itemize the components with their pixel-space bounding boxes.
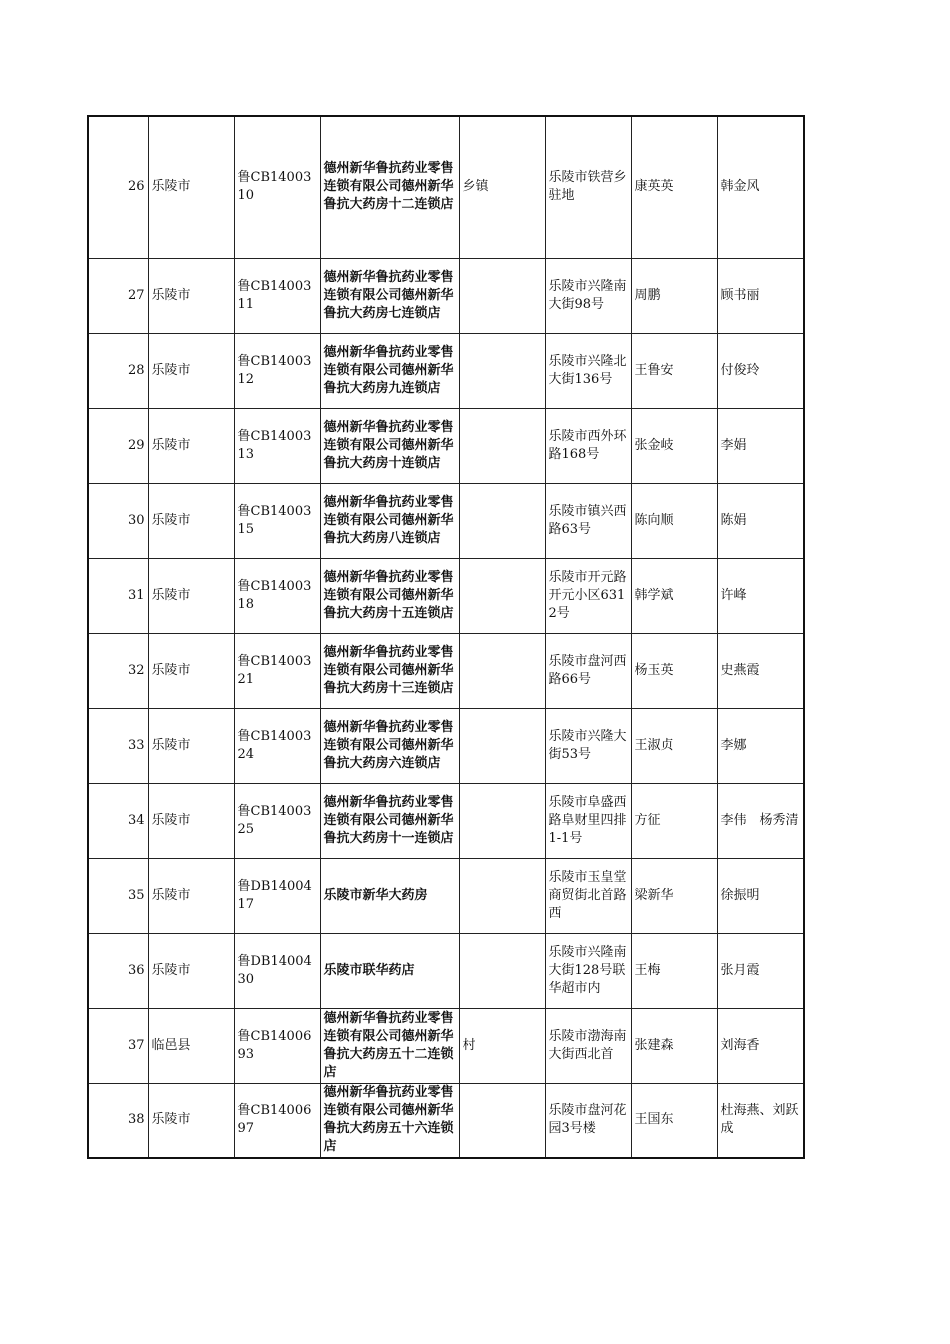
row-number: 37 xyxy=(88,1008,148,1083)
location-type-cell: 乡镇 xyxy=(459,116,545,258)
store-name-cell: 德州新华鲁抗药业零售连锁有限公司德州新华鲁抗大药房八连锁店 xyxy=(320,483,459,558)
legal-person-cell: 张金岐 xyxy=(631,408,717,483)
legal-person-cell: 陈向顺 xyxy=(631,483,717,558)
table-row xyxy=(88,933,804,1008)
address-cell: 乐陵市兴隆大街53号 xyxy=(545,708,631,783)
row-number: 38 xyxy=(88,1083,148,1158)
row-number: 31 xyxy=(88,558,148,633)
city-cell: 乐陵市 xyxy=(148,558,234,633)
city-cell: 乐陵市 xyxy=(148,708,234,783)
row-number: 36 xyxy=(88,933,148,1008)
address-cell: 乐陵市阜盛西路阜财里四排1-1号 xyxy=(545,783,631,858)
legal-person-cell: 梁新华 xyxy=(631,858,717,933)
row-number: 30 xyxy=(88,483,148,558)
store-name-cell: 德州新华鲁抗药业零售连锁有限公司德州新华鲁抗大药房七连锁店 xyxy=(320,258,459,333)
location-type-cell xyxy=(459,858,545,933)
city-cell: 乐陵市 xyxy=(148,633,234,708)
quality-manager-cell: 顾书丽 xyxy=(717,258,804,333)
store-name-cell: 德州新华鲁抗药业零售连锁有限公司德州新华鲁抗大药房十一连锁店 xyxy=(320,783,459,858)
quality-manager-cell: 李伟 杨秀清 xyxy=(717,783,804,858)
city-cell: 乐陵市 xyxy=(148,116,234,258)
store-name-cell: 德州新华鲁抗药业零售连锁有限公司德州新华鲁抗大药房五十六连锁店 xyxy=(320,1083,459,1158)
row-number: 27 xyxy=(88,258,148,333)
address-cell: 乐陵市兴隆南大街98号 xyxy=(545,258,631,333)
legal-person-cell: 王梅 xyxy=(631,933,717,1008)
store-name-cell: 德州新华鲁抗药业零售连锁有限公司德州新华鲁抗大药房十二连锁店 xyxy=(320,116,459,258)
location-type-cell xyxy=(459,1083,545,1158)
location-type-cell xyxy=(459,633,545,708)
store-name-cell: 德州新华鲁抗药业零售连锁有限公司德州新华鲁抗大药房十三连锁店 xyxy=(320,633,459,708)
table-row xyxy=(88,408,804,483)
store-name-cell: 乐陵市新华大药房 xyxy=(320,858,459,933)
table-row xyxy=(88,783,804,858)
quality-manager-cell: 陈娟 xyxy=(717,483,804,558)
city-cell: 乐陵市 xyxy=(148,408,234,483)
table-row xyxy=(88,858,804,933)
store-name-cell: 德州新华鲁抗药业零售连锁有限公司德州新华鲁抗大药房十连锁店 xyxy=(320,408,459,483)
license-number-cell: 鲁CB1400693 xyxy=(234,1008,320,1083)
table-row xyxy=(88,558,804,633)
address-cell: 乐陵市兴隆南大街128号联华超市内 xyxy=(545,933,631,1008)
city-cell: 乐陵市 xyxy=(148,258,234,333)
pharmacy-license-table xyxy=(87,115,805,1159)
address-cell: 乐陵市兴隆北大街136号 xyxy=(545,333,631,408)
table-row xyxy=(88,1008,804,1083)
quality-manager-cell: 韩金风 xyxy=(717,116,804,258)
location-type-cell xyxy=(459,333,545,408)
legal-person-cell: 韩学斌 xyxy=(631,558,717,633)
license-number-cell: 鲁CB1400310 xyxy=(234,116,320,258)
quality-manager-cell: 许峰 xyxy=(717,558,804,633)
license-number-cell: 鲁CB1400311 xyxy=(234,258,320,333)
table-row xyxy=(88,633,804,708)
location-type-cell xyxy=(459,558,545,633)
address-cell: 乐陵市盘河西路66号 xyxy=(545,633,631,708)
quality-manager-cell: 刘海香 xyxy=(717,1008,804,1083)
address-cell: 乐陵市镇兴西路63号 xyxy=(545,483,631,558)
row-number: 29 xyxy=(88,408,148,483)
row-number: 28 xyxy=(88,333,148,408)
location-type-cell xyxy=(459,783,545,858)
store-name-cell: 德州新华鲁抗药业零售连锁有限公司德州新华鲁抗大药房五十二连锁店 xyxy=(320,1008,459,1083)
address-cell: 乐陵市开元路开元小区6312号 xyxy=(545,558,631,633)
city-cell: 乐陵市 xyxy=(148,858,234,933)
license-number-cell: 鲁CB1400325 xyxy=(234,783,320,858)
license-number-cell: 鲁CB1400697 xyxy=(234,1083,320,1158)
table-body xyxy=(88,116,804,1158)
location-type-cell xyxy=(459,483,545,558)
store-name-cell: 德州新华鲁抗药业零售连锁有限公司德州新华鲁抗大药房九连锁店 xyxy=(320,333,459,408)
legal-person-cell: 王淑贞 xyxy=(631,708,717,783)
address-cell: 乐陵市西外环路168号 xyxy=(545,408,631,483)
quality-manager-cell: 杜海燕、刘跃成 xyxy=(717,1083,804,1158)
store-name-cell: 德州新华鲁抗药业零售连锁有限公司德州新华鲁抗大药房六连锁店 xyxy=(320,708,459,783)
table-row xyxy=(88,483,804,558)
address-cell: 乐陵市玉皇堂商贸街北首路西 xyxy=(545,858,631,933)
location-type-cell xyxy=(459,408,545,483)
legal-person-cell: 张建森 xyxy=(631,1008,717,1083)
address-cell: 乐陵市盘河花园3号楼 xyxy=(545,1083,631,1158)
location-type-cell xyxy=(459,933,545,1008)
city-cell: 临邑县 xyxy=(148,1008,234,1083)
table-row xyxy=(88,708,804,783)
legal-person-cell: 王国东 xyxy=(631,1083,717,1158)
license-number-cell: 鲁DB1400417 xyxy=(234,858,320,933)
quality-manager-cell: 李娟 xyxy=(717,408,804,483)
city-cell: 乐陵市 xyxy=(148,1083,234,1158)
row-number: 34 xyxy=(88,783,148,858)
address-cell: 乐陵市铁营乡驻地 xyxy=(545,116,631,258)
city-cell: 乐陵市 xyxy=(148,783,234,858)
quality-manager-cell: 张月霞 xyxy=(717,933,804,1008)
row-number: 33 xyxy=(88,708,148,783)
city-cell: 乐陵市 xyxy=(148,933,234,1008)
legal-person-cell: 周鹏 xyxy=(631,258,717,333)
address-cell: 乐陵市渤海南大街西北首 xyxy=(545,1008,631,1083)
city-cell: 乐陵市 xyxy=(148,333,234,408)
license-number-cell: 鲁CB1400318 xyxy=(234,558,320,633)
license-number-cell: 鲁CB1400324 xyxy=(234,708,320,783)
legal-person-cell: 方征 xyxy=(631,783,717,858)
city-cell: 乐陵市 xyxy=(148,483,234,558)
quality-manager-cell: 史燕霞 xyxy=(717,633,804,708)
location-type-cell xyxy=(459,708,545,783)
legal-person-cell: 王鲁安 xyxy=(631,333,717,408)
legal-person-cell: 康英英 xyxy=(631,116,717,258)
table-row xyxy=(88,116,804,258)
table-row xyxy=(88,333,804,408)
location-type-cell: 村 xyxy=(459,1008,545,1083)
license-number-cell: 鲁CB1400315 xyxy=(234,483,320,558)
row-number: 26 xyxy=(88,116,148,258)
license-number-cell: 鲁CB1400312 xyxy=(234,333,320,408)
store-name-cell: 乐陵市联华药店 xyxy=(320,933,459,1008)
quality-manager-cell: 徐振明 xyxy=(717,858,804,933)
table-row xyxy=(88,258,804,333)
location-type-cell xyxy=(459,258,545,333)
table-row xyxy=(88,1083,804,1158)
row-number: 35 xyxy=(88,858,148,933)
license-number-cell: 鲁CB1400321 xyxy=(234,633,320,708)
quality-manager-cell: 李娜 xyxy=(717,708,804,783)
license-number-cell: 鲁CB1400313 xyxy=(234,408,320,483)
license-number-cell: 鲁DB1400430 xyxy=(234,933,320,1008)
legal-person-cell: 杨玉英 xyxy=(631,633,717,708)
quality-manager-cell: 付俊玲 xyxy=(717,333,804,408)
store-name-cell: 德州新华鲁抗药业零售连锁有限公司德州新华鲁抗大药房十五连锁店 xyxy=(320,558,459,633)
row-number: 32 xyxy=(88,633,148,708)
